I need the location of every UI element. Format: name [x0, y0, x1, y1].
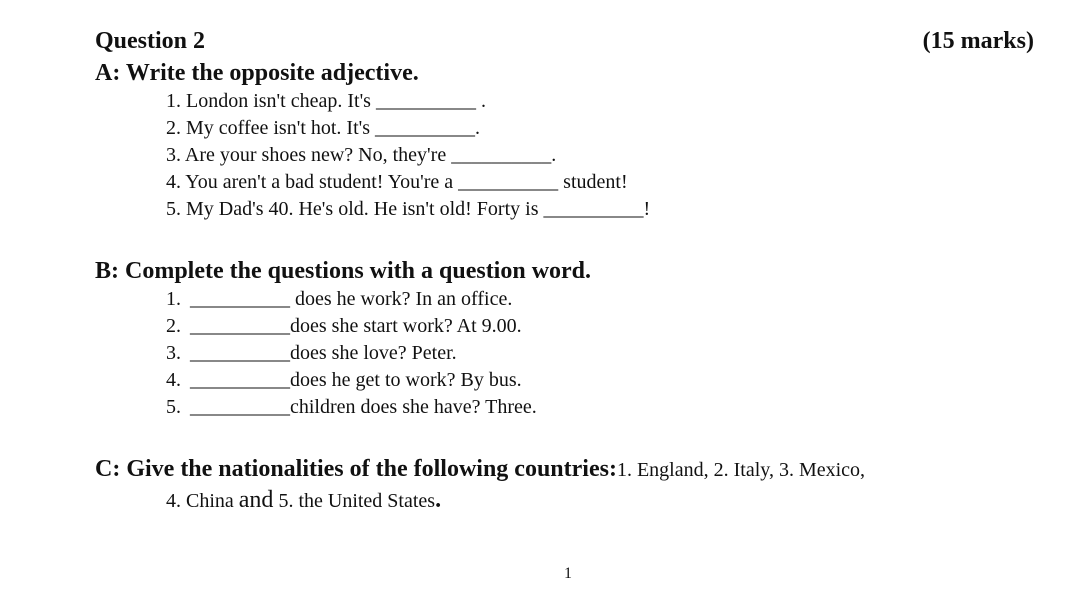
section-c-countries-line2	[166, 486, 441, 515]
section-a-item: 3. Are your shoes new? No, they're __________.	[166, 144, 557, 166]
countries-part2: 5. the United States	[273, 490, 436, 512]
section-b-item	[166, 313, 537, 340]
item-number: 1.	[166, 288, 181, 310]
countries-and: and	[238, 487, 274, 513]
countries-end: .	[435, 487, 442, 513]
section-c-heading-line	[95, 454, 865, 485]
page-number: 1	[564, 565, 572, 582]
section-b-list	[166, 286, 537, 421]
item-number: 3.	[166, 342, 181, 364]
section-b-item	[166, 340, 537, 367]
item-text: __________ does he work? In an office.	[190, 288, 513, 310]
item-text: __________does he get to work? By bus.	[190, 369, 522, 391]
section-a-item: 2. My coffee isn't hot. It's __________.	[166, 117, 481, 139]
section-b-item	[166, 367, 537, 394]
section-b-item	[166, 394, 537, 421]
section-a-heading: A: Write the opposite adjective.	[95, 60, 419, 86]
section-a-item: 4. You aren't a bad student! You're a __________ student!	[166, 171, 628, 193]
section-c-heading: C: Give the nationalities of the following countries:	[95, 456, 617, 482]
item-text: __________children does she have? Three.	[190, 396, 537, 418]
section-b-item	[166, 286, 537, 313]
section-b-heading: B: Complete the questions with a question word.	[95, 258, 592, 284]
section-a-item: 5. My Dad's 40. He's old. He isn't old! Forty is __________!	[166, 198, 651, 220]
item-text: __________does she start work? At 9.00.	[190, 315, 522, 337]
item-number: 5.	[166, 396, 181, 418]
section-c-countries-line1: 1. England, 2. Italy, 3. Mexico,	[616, 459, 866, 481]
question-marks: (15 marks)	[922, 28, 1034, 54]
question-title: Question 2	[95, 28, 206, 54]
item-number: 2.	[166, 315, 181, 337]
item-text: __________does she love? Peter.	[190, 342, 457, 364]
countries-part1: 4. China	[166, 490, 239, 512]
section-a-item: 1. London isn't cheap. It's __________ .	[166, 90, 486, 112]
item-number: 4.	[166, 369, 181, 391]
section-a-list	[166, 88, 650, 223]
